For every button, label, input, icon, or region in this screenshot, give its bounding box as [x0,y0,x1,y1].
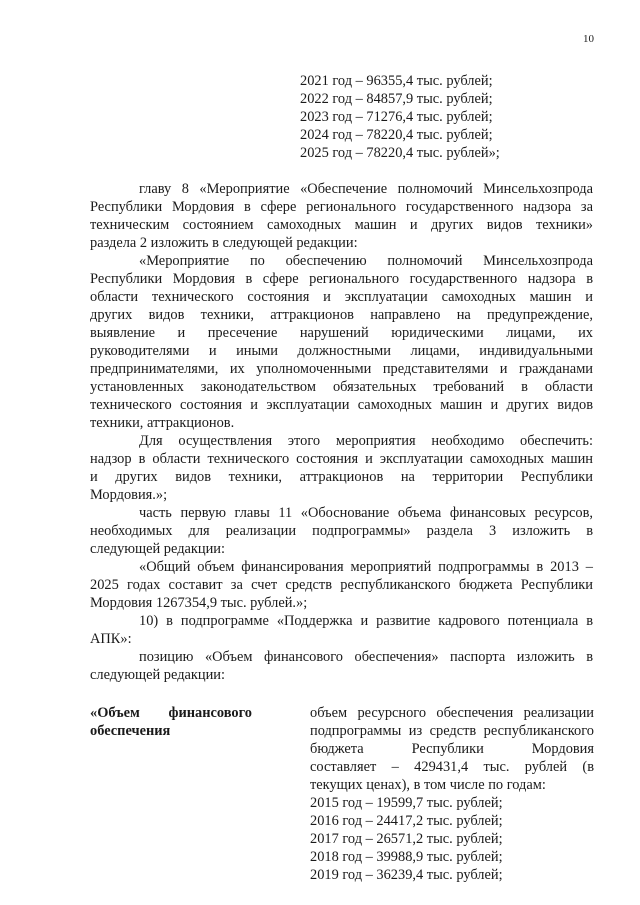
year-line: 2019 год – 36239,4 тыс. рублей; [310,867,503,883]
year-line: 2018 год – 39988,9 тыс. рублей; [310,849,503,865]
paragraph-line: «Общий объем финансирования мероприятий подпрограммы в 2013 – [139,559,593,575]
paragraph-line: Мордовия 1267354,9 тыс. рублей.»; [90,595,308,611]
year-line: 2016 год – 24417,2 тыс. рублей; [310,813,503,829]
paragraph-line: Для осуществления этого мероприятия необходимо обеспечить: [139,433,593,449]
paragraph-line: следующей редакции: [90,667,225,683]
table-value-line: объем ресурсного обеспечения реализации [310,705,594,721]
paragraph-line: главу 8 «Мероприятие «Обеспечение полномочий Минсельхозпрода [139,181,593,197]
paragraph-line: техники, аттракционов. [90,415,235,431]
paragraph-line: и других видов техники, аттракционов на территории Республики [90,469,593,485]
paragraph-line: «Мероприятие по обеспечению полномочий Минсельхозпрода [139,253,593,269]
year-line: 2025 год – 78220,4 тыс. рублей»; [300,145,500,161]
paragraph-line: технического состояния и эксплуатации самоходных машин и других видов [90,397,593,413]
paragraph-line: надзор в области технического состояния и эксплуатации самоходных машин [90,451,593,467]
paragraph-line: 2025 годах составит за счет средств республиканского бюджета Республики [90,577,593,593]
table-value-line: бюджета Республики Мордовия [310,741,594,757]
paragraph-line: следующей редакции: [90,541,225,557]
paragraph-line: необходимых для реализации подпрограммы» раздела 3 изложить в [90,523,593,539]
paragraph-line: руководителями и иными должностными лицами, индивидуальными [90,343,593,359]
paragraph-line: области технического состояния и эксплуатации самоходных машин и [90,289,593,305]
table-value-line: текущих ценах), в том числе по годам: [310,777,546,793]
paragraph-line: 10) в подпрограмме «Поддержка и развитие кадрового потенциала в [139,613,593,629]
page-number: 10 [583,33,594,45]
table-value-line: подпрограммы из средств республиканского [310,723,594,739]
year-line: 2024 год – 78220,4 тыс. рублей; [300,127,493,143]
table-label-line: обеспечения [90,723,171,739]
paragraph-line: выявление и пресечение нарушений юридическими лицами, их [90,325,593,341]
paragraph-line: техническим состоянием самоходных машин и других видов техники» [90,217,593,233]
year-line: 2015 год – 19599,7 тыс. рублей; [310,795,503,811]
table-value-line: составляет – 429431,4 тыс. рублей (в [310,759,594,775]
year-line: 2023 год – 71276,4 тыс. рублей; [300,109,493,125]
year-line: 2021 год – 96355,4 тыс. рублей; [300,73,493,89]
paragraph-line: раздела 2 изложить в следующей редакции: [90,235,358,251]
paragraph-line: предпринимателями, их уполномоченными представителями и гражданами [90,361,593,377]
paragraph-line: АПК»: [90,631,132,647]
paragraph-line: других видов техники, аттракционов направлено на предупреждение, [90,307,593,323]
paragraph-line: Республики Мордовия в сфере регионального государственного надзора за [90,199,593,215]
year-line: 2022 год – 84857,9 тыс. рублей; [300,91,493,107]
table-label-line: «Объем финансового [90,705,252,721]
paragraph-line: Мордовия.»; [90,487,168,503]
year-line: 2017 год – 26571,2 тыс. рублей; [310,831,503,847]
paragraph-line: позицию «Объем финансового обеспечения» паспорта изложить в [139,649,593,665]
paragraph-line: часть первую главы 11 «Обоснование объема финансовых ресурсов, [139,505,593,521]
paragraph-line: установленных законодательством обязательных требований в области [90,379,593,395]
paragraph-line: Республики Мордовия в сфере регионального государственного надзора в [90,271,593,287]
